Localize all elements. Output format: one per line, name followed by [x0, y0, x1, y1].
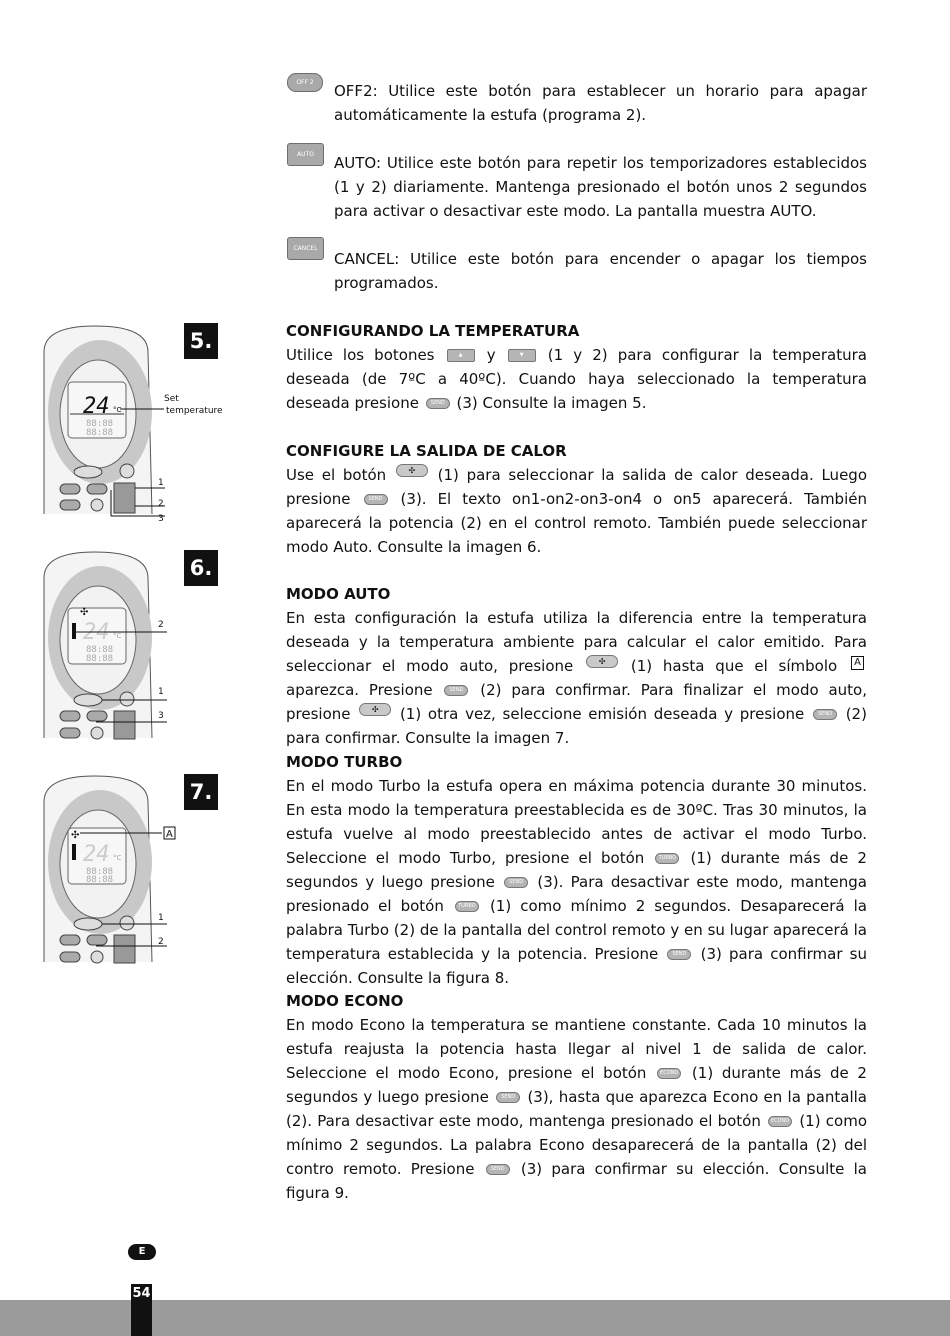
- power-button: [120, 692, 134, 706]
- fig6-fan-icon: ✣: [80, 607, 89, 618]
- off2-text: OFF2: Utilice este botón para establecer un horario para apagar automáticamente la estufa (programa 2).: [334, 82, 867, 124]
- fig5-callout-3: 3: [158, 514, 164, 522]
- clock-button: [91, 951, 103, 963]
- turbo-text-1: En el modo Turbo la estufa opera en máxima potencia durante 30 minutos. En esta modo la temperatura preestablecida es de 30ºC. Tras 30 minutos, la estufa vuelve al modo preestablecido antes de activar el modo Turbo. Seleccione el modo Turbo, presione el botón: [286, 777, 867, 867]
- econo-text-1: En modo Econo la temperatura se mantiene constante. Cada 10 minutos la estufa reajusta la potencia hasta llegar al nivel 1 de salida de calor. Seleccione el modo Econo, presione el botón: [286, 1016, 867, 1082]
- auto-text-2: (1) hasta que el símbolo: [630, 657, 838, 675]
- auto-text-6: (2) para confirmar. Consulte la imagen 7.: [286, 705, 867, 747]
- up-down-buttons: [114, 483, 135, 513]
- econo-text-4: (1) como mínimo 2 segundos. La palabra Econo desaparecerá de la pantalla (2) del contro remoto. Presione: [286, 1112, 867, 1178]
- clock-button: [91, 499, 103, 511]
- econo-text-2: (1) durante más de 2 segundos y luego presione: [286, 1064, 867, 1106]
- turbo-mode-heading: MODO TURBO: [286, 753, 403, 771]
- send-button-icon: SEND: [667, 949, 691, 960]
- auto-text-3: aparezca. Presione: [286, 681, 433, 699]
- up-arrow-button-icon: ▲: [447, 349, 475, 362]
- fig5-display-value: 24: [83, 394, 110, 419]
- fig5-callout-2: 2: [158, 499, 164, 509]
- send-button-icon: SEND: [426, 398, 450, 409]
- auto-button-icon: [287, 143, 324, 166]
- up-down-buttons: [114, 711, 135, 739]
- econo-text-5: (3) para confirmar su elección. Consulte la figura 9.: [286, 1160, 867, 1202]
- econo-button-icon: ECONO: [657, 1068, 681, 1079]
- auto-description: [334, 151, 867, 223]
- send-button: [87, 484, 107, 494]
- temp-text-2: y: [486, 346, 496, 364]
- off2-description: [334, 79, 867, 127]
- fig6-callout-3: 3: [158, 711, 164, 721]
- econo-button: [60, 711, 80, 721]
- figure-5-remote-illustration: [40, 322, 230, 522]
- fig5-callout-1: 1: [158, 478, 164, 488]
- fig7-callout-a: A: [166, 829, 173, 840]
- auto-symbol-icon: A: [851, 656, 864, 670]
- auto-mode-section: [286, 582, 867, 990]
- econo-mode-section: [286, 989, 867, 1205]
- fig6-faint-digits: 88:88: [86, 645, 114, 655]
- auto-text: AUTO: Utilice este botón para repetir los temporizadores establecidos (1 y 2) diariamente. Mantenga presionado el botón unos 2 segundos para activar o desactivar este modo. La pantalla muestra AUTO.: [334, 154, 867, 220]
- fig7-fan-icon: ✣: [71, 830, 80, 841]
- figure-6-remote-illustration: [40, 548, 230, 748]
- fan-button: [74, 466, 102, 478]
- fan-button-icon: ✣: [396, 464, 428, 477]
- turbo-button-icon: TURBO: [655, 853, 679, 864]
- fig7-callout-1: 1: [158, 913, 164, 923]
- turbo-button-icon: TURBO: [455, 901, 479, 912]
- auto-mode-heading: MODO AUTO: [286, 585, 391, 603]
- fig7-power-bar: [72, 844, 76, 860]
- auto-text-5: (1) otra vez, seleccione emisión deseada y presione: [399, 705, 805, 723]
- power-button: [120, 464, 134, 478]
- fig7-display-unit: °C: [113, 854, 122, 862]
- econo-mode-paragraph: [286, 1013, 867, 1205]
- heat-text-1: Use el botón: [286, 466, 387, 484]
- power-button: [120, 916, 134, 930]
- send-button-icon: SEND: [444, 685, 468, 696]
- temp-text-3: (1 y 2) para configurar la temperatura deseada (de 7ºC a 40ºC). Cuando haya seleccionado la temperatura deseada presione: [286, 346, 867, 412]
- turbo-text-4: (1) como mínimo 2 segundos. Desaparecerá la palabra Turbo (2) de la pantalla del control remoto y en su lugar aparecerá la temperatura establecida y la potencia. Presione: [286, 897, 867, 963]
- send-button-icon: SEND: [504, 877, 528, 888]
- send-button: [87, 935, 107, 945]
- send-button-icon: SEND: [496, 1092, 520, 1103]
- fig6-display-unit: °C: [113, 632, 122, 640]
- fan-button-icon: ✣: [586, 655, 618, 668]
- fig5-faint-digits: 88:88: [86, 419, 114, 429]
- figure-6-label: 6.: [184, 550, 218, 586]
- heat-heading: CONFIGURE LA SALIDA DE CALOR: [286, 442, 567, 460]
- fig6-display-value: 24: [83, 620, 110, 645]
- turbo-text-3: (3). Para desactivar este modo, mantenga presionado el botón: [286, 873, 867, 915]
- fig5-annotation-temperature: temperature: [166, 406, 223, 416]
- down-arrow-button-icon: ▼: [508, 349, 536, 362]
- econo-mode-heading: MODO ECONO: [286, 992, 404, 1010]
- heat-paragraph: [286, 463, 867, 559]
- fan-button: [74, 694, 102, 706]
- auto-text-4: (2) para confirmar. Para finalizar el modo auto, presione: [286, 681, 868, 723]
- turbo-text-5: (3) para confirmar su elección. Consulte la figura 8.: [286, 945, 867, 987]
- page-number: 54: [131, 1284, 152, 1336]
- fig7-faint-digits-2: 88:88: [86, 875, 114, 885]
- fig6-callout-2: 2: [158, 620, 164, 630]
- fig6-power-bar: [72, 623, 76, 639]
- turbo-button: [60, 952, 80, 962]
- turbo-text-2: (1) durante más de 2 segundos y luego presione: [286, 849, 867, 891]
- turbo-button: [60, 500, 80, 510]
- cancel-text: CANCEL: Utilice este botón para encender o apagar los tiempos programados.: [334, 250, 867, 292]
- temp-text-4: (3) Consulte la imagen 5.: [456, 394, 647, 412]
- fan-button: [74, 918, 102, 930]
- off2-button-icon: [287, 73, 323, 92]
- clock-button: [91, 727, 103, 739]
- send-button-icon: SEND: [364, 494, 388, 505]
- cancel-button-icon: [287, 237, 324, 260]
- figure-7-remote-illustration: [40, 772, 230, 972]
- figure-7-label: 7.: [184, 774, 218, 810]
- fig5-display-unit: °C: [113, 406, 122, 414]
- auto-icon-label: AUTO: [297, 151, 314, 158]
- fig7-faint-digits: 88:88: [86, 867, 114, 877]
- heat-text-3: (3). El texto on1-on2-on3-on4 o on5 aparecerá. También aparecerá la potencia (2) en el control remoto. También puede seleccionar modo Auto. Consulte la imagen 6.: [286, 490, 867, 556]
- turbo-button: [60, 728, 80, 738]
- econo-button: [60, 935, 80, 945]
- heat-text-2: (1) para seleccionar la salida de calor deseada. Luego presione: [286, 466, 867, 508]
- cancel-description: [334, 247, 867, 295]
- fig5-faint-digits-2: 88:88: [86, 428, 114, 438]
- language-badge: E: [128, 1244, 156, 1260]
- send-button: [87, 711, 107, 721]
- econo-text-3: (3), hasta que aparezca Econo en la pantalla (2). Para desactivar este modo, mantenga presionado el botón: [286, 1088, 867, 1130]
- econo-button-icon: ECONO: [768, 1116, 792, 1127]
- auto-mode-paragraph: [286, 606, 867, 750]
- up-down-buttons: [114, 935, 135, 963]
- turbo-mode-paragraph: [286, 774, 867, 990]
- heat-output-section: [286, 439, 867, 559]
- cancel-icon-label: CANCEL: [293, 245, 318, 252]
- fig5-annotation-set: Set: [164, 394, 179, 404]
- send-button-icon: SEND: [486, 1164, 510, 1175]
- fig6-faint-digits-2: 88:88: [86, 654, 114, 664]
- fig7-display-value: 24: [83, 842, 110, 867]
- econo-button: [60, 484, 80, 494]
- temperature-section: [286, 319, 867, 415]
- fan-button-icon: ✣: [359, 703, 391, 716]
- off2-icon-label: OFF 2: [296, 79, 314, 86]
- fig7-callout-2: 2: [158, 937, 164, 947]
- temperature-heading: CONFIGURANDO LA TEMPERATURA: [286, 322, 580, 340]
- temp-text-1: Utilice los botones: [286, 346, 435, 364]
- temperature-paragraph: [286, 343, 867, 415]
- fig6-callout-1: 1: [158, 687, 164, 697]
- auto-text-1: En esta configuración la estufa utiliza la diferencia entre la temperatura deseada y la temperatura ambiente para calcular el calor emitido. Para seleccionar el modo auto, presione: [286, 609, 867, 675]
- figure-5-label: 5.: [184, 323, 218, 359]
- send-button-icon: SEND: [813, 709, 837, 720]
